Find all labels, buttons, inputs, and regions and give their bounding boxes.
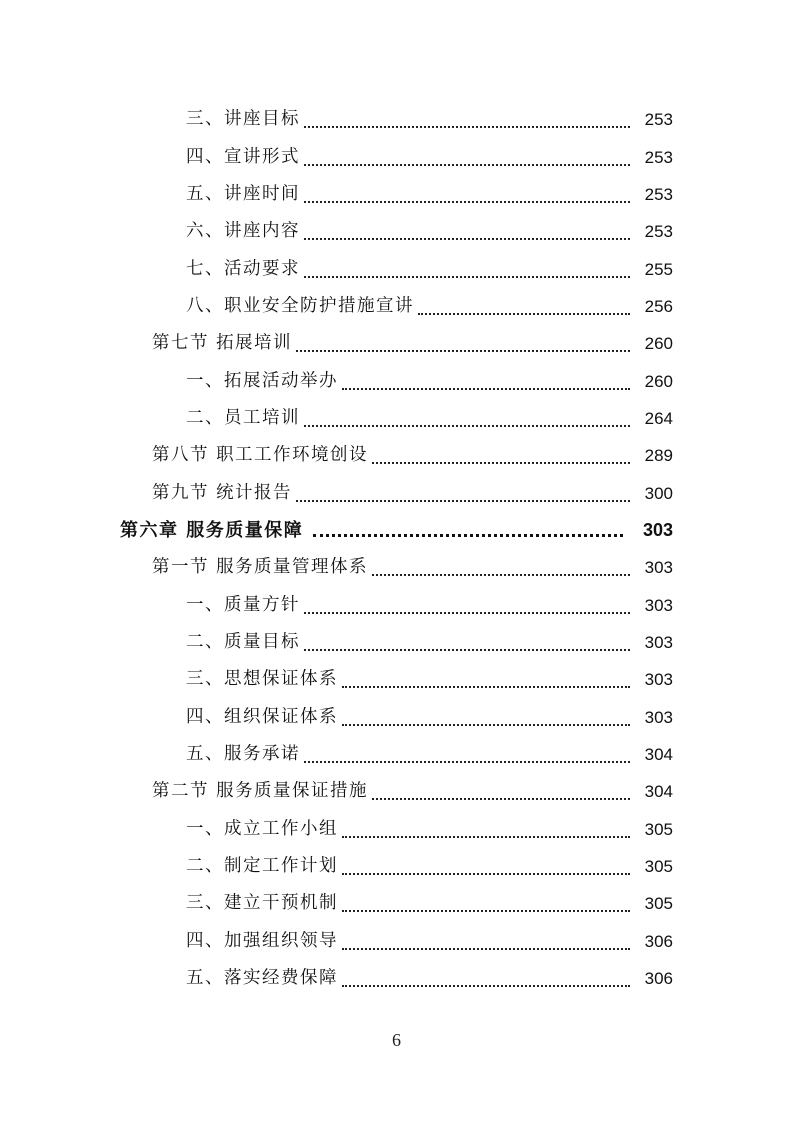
- toc-entry-page: 289: [644, 446, 673, 466]
- toc-entry[interactable]: [0, 699, 793, 736]
- toc-entry-page: 304: [644, 782, 673, 802]
- toc-entry-title: 第二节 服务质量保证措施: [152, 781, 369, 802]
- dot-leader: [418, 312, 630, 315]
- dot-leader: [296, 499, 630, 502]
- dot-leader: [304, 275, 630, 278]
- toc-entry-page: 253: [644, 184, 673, 204]
- toc-entry-title: 五、服务承诺: [186, 744, 300, 765]
- toc-entry[interactable]: [0, 624, 793, 661]
- toc-entry-page: 264: [644, 408, 673, 428]
- dot-leader: [342, 387, 630, 390]
- toc-entry-title: 四、加强组织领导: [186, 930, 338, 951]
- toc-entry-page: 306: [644, 931, 673, 951]
- toc-entry-page: 305: [644, 894, 673, 914]
- toc-entry-title: 四、组织保证体系: [186, 706, 338, 727]
- toc-entry-title: 五、讲座时间: [186, 183, 300, 204]
- toc-entry-page: 253: [644, 147, 673, 167]
- toc-entry-title: 五、落实经费保障: [186, 968, 338, 989]
- toc-entry-title: 一、质量方针: [186, 594, 300, 615]
- dot-leader: [313, 533, 623, 537]
- dot-leader: [372, 797, 630, 800]
- dot-leader: [342, 984, 630, 987]
- toc-section-entry[interactable]: [0, 325, 793, 362]
- toc-entry-page: 253: [644, 110, 673, 130]
- toc-section-entry[interactable]: [0, 437, 793, 474]
- dot-leader: [304, 611, 630, 614]
- page-number: 6: [392, 1030, 401, 1050]
- dot-leader: [304, 125, 630, 128]
- toc-entry[interactable]: [0, 811, 793, 848]
- toc-entry-page: 303: [644, 707, 673, 727]
- toc-entry[interactable]: [0, 923, 793, 960]
- toc-entry[interactable]: [0, 736, 793, 773]
- toc-entry-page: 304: [644, 745, 673, 765]
- dot-leader: [342, 835, 630, 838]
- toc-section-entry[interactable]: [0, 773, 793, 810]
- dot-leader: [304, 648, 630, 651]
- toc-section-entry[interactable]: [0, 549, 793, 586]
- toc-entry-title: 第七节 拓展培训: [152, 333, 293, 354]
- dot-leader: [304, 424, 630, 427]
- toc-entry-page: 256: [644, 296, 673, 316]
- toc-entry-title: 第六章 服务质量保障: [120, 519, 304, 541]
- toc-entry[interactable]: [0, 138, 793, 175]
- dot-leader: [296, 349, 630, 352]
- toc-entry-page: 253: [644, 222, 673, 242]
- toc-entry-title: 八、职业安全防护措施宣讲: [186, 295, 414, 316]
- toc-entry[interactable]: [0, 885, 793, 922]
- toc-entry-page: 300: [644, 483, 673, 503]
- toc-entry[interactable]: [0, 250, 793, 287]
- toc-entry[interactable]: [0, 288, 793, 325]
- toc-entry-page: 260: [644, 334, 673, 354]
- toc-entry[interactable]: [0, 362, 793, 399]
- dot-leader: [342, 909, 630, 912]
- dot-leader: [342, 872, 630, 875]
- dot-leader: [304, 760, 630, 763]
- toc-entry-page: 260: [644, 371, 673, 391]
- dot-leader: [304, 237, 630, 240]
- toc-entry-title: 二、质量目标: [186, 631, 300, 652]
- dot-leader: [304, 163, 630, 166]
- toc-entry[interactable]: [0, 101, 793, 138]
- dot-leader: [372, 573, 630, 576]
- toc-entry-title: 三、讲座目标: [186, 109, 300, 130]
- toc-entry-title: 四、宣讲形式: [186, 146, 300, 167]
- toc-entry-title: 六、讲座内容: [186, 221, 300, 242]
- toc-entry-page: 303: [642, 519, 673, 540]
- toc-entry-title: 一、拓展活动举办: [186, 370, 338, 391]
- toc-entry-page: 303: [644, 558, 673, 578]
- toc-entry-page: 305: [644, 819, 673, 839]
- toc-entry-title: 一、成立工作小组: [186, 818, 338, 839]
- toc-entry-title: 七、活动要求: [186, 258, 300, 279]
- toc-entry-title: 三、思想保证体系: [186, 669, 338, 690]
- dot-leader: [372, 461, 630, 464]
- toc-entry-title: 二、员工培训: [186, 407, 300, 428]
- toc-entry[interactable]: [0, 586, 793, 623]
- toc-entry-title: 三、建立干预机制: [186, 893, 338, 914]
- toc-entry-page: 306: [644, 969, 673, 989]
- toc-entry-title: 第一节 服务质量管理体系: [152, 557, 369, 578]
- toc-entry-page: 305: [644, 857, 673, 877]
- toc-entry-page: 303: [644, 670, 673, 690]
- toc-entry[interactable]: [0, 661, 793, 698]
- toc-entry[interactable]: [0, 176, 793, 213]
- toc-entry-page: 303: [644, 632, 673, 652]
- dot-leader: [304, 200, 630, 203]
- toc-entry[interactable]: [0, 848, 793, 885]
- toc-entry[interactable]: [0, 213, 793, 250]
- dot-leader: [342, 947, 630, 950]
- toc-section-entry[interactable]: [0, 474, 793, 511]
- toc-entry-title: 二、制定工作计划: [186, 856, 338, 877]
- toc-entry[interactable]: [0, 960, 793, 997]
- table-of-contents: [0, 101, 793, 997]
- toc-entry-page: 303: [644, 595, 673, 615]
- dot-leader: [342, 723, 630, 726]
- toc-entry-title: 第八节 职工工作环境创设: [152, 445, 369, 466]
- toc-entry[interactable]: [0, 400, 793, 437]
- toc-entry-title: 第九节 统计报告: [152, 482, 293, 503]
- toc-chapter-entry[interactable]: [0, 512, 793, 549]
- dot-leader: [342, 685, 630, 688]
- toc-entry-page: 255: [644, 259, 673, 279]
